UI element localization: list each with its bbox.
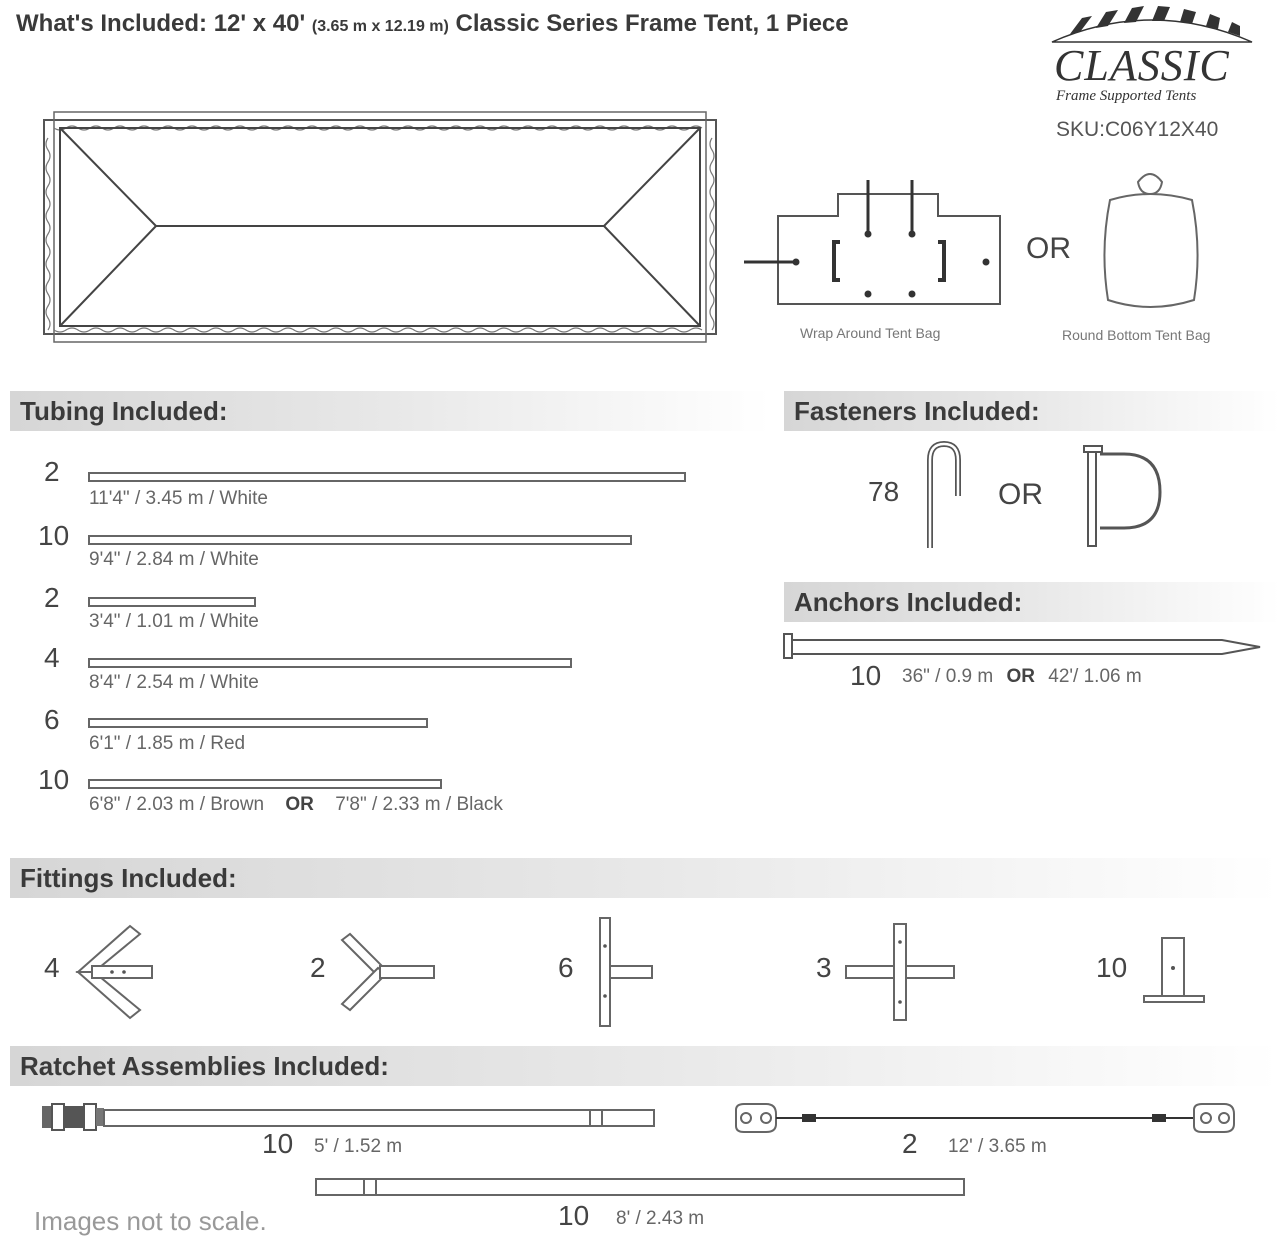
scale-disclaimer: Images not to scale.	[34, 1206, 267, 1236]
tube-qty-4: 4	[44, 642, 60, 673]
ratchet-pole-icon	[314, 1176, 968, 1200]
tube-label-6-or: OR	[285, 794, 314, 815]
cable-ratchet-icon	[732, 1100, 1242, 1136]
fitting-qty-4: 3	[816, 952, 832, 983]
anchor-stake-icon	[782, 632, 1264, 662]
tube-3	[88, 597, 256, 607]
tube-label-6b: 7'8" / 2.33 m / Black	[335, 794, 503, 815]
page-title	[16, 10, 849, 38]
anchor-label	[902, 666, 1142, 688]
cross-fitting-icon	[844, 922, 956, 1022]
tube-5	[88, 718, 428, 728]
fitting-qty-1: 4	[44, 952, 60, 983]
anchor-label-b: 42'/ 1.06 m	[1048, 666, 1142, 687]
wrap-around-tent-bag-icon	[742, 176, 1012, 316]
tube-qty-5: 6	[44, 704, 60, 735]
tubing-section-heading: Tubing Included:	[10, 391, 770, 431]
fitting-qty-5: 10	[1096, 952, 1128, 983]
cable-qty: 2	[902, 1128, 918, 1159]
strap-qty: 10	[262, 1128, 294, 1159]
tube-label-3: 3'4" / 1.01 m / White	[89, 611, 259, 632]
anchors-section-heading: Anchors Included:	[784, 582, 1280, 622]
sku-label: SKU:C06Y12X40	[1056, 118, 1219, 141]
tent-stripes-icon	[1052, 4, 1252, 44]
logo-wordmark: CLASSIC	[1054, 41, 1230, 90]
fittings-section-heading: Fittings Included:	[10, 858, 1280, 898]
three-way-corner-fitting-icon	[72, 920, 162, 1024]
tube-label-6	[89, 794, 503, 816]
tube-label-2: 9'4" / 2.84 m / White	[89, 549, 259, 570]
fastener-or-text: OR	[998, 478, 1043, 511]
tube-label-6a: 6'8" / 2.03 m / Brown	[89, 794, 265, 815]
round-bag-label: Round Bottom Tent Bag	[1062, 327, 1211, 343]
pole-label: 8' / 2.43 m	[616, 1208, 705, 1229]
base-plate-icon	[1140, 934, 1210, 1004]
title-rest: Classic Series Frame Tent, 1 Piece	[455, 10, 849, 37]
pole-qty: 10	[558, 1200, 590, 1231]
ratchets-section-heading: Ratchet Assemblies Included:	[10, 1046, 1280, 1086]
ratchet-strap-icon	[40, 1100, 660, 1134]
tube-2	[88, 535, 632, 545]
round-bottom-tent-bag-icon	[1096, 170, 1206, 315]
wrap-bag-label: Wrap Around Tent Bag	[800, 325, 941, 341]
cable-label: 12' / 3.65 m	[948, 1136, 1047, 1157]
tent-top-view-diagram	[40, 108, 720, 348]
tube-1	[88, 472, 686, 482]
anchor-or: OR	[1006, 666, 1036, 687]
tube-label-5: 6'1" / 1.85 m / Red	[89, 733, 246, 754]
tube-qty-6: 10	[38, 764, 70, 795]
tube-4	[88, 658, 572, 668]
fastener-qty: 78	[868, 476, 900, 507]
two-way-corner-fitting-icon	[338, 932, 438, 1012]
title-metric: (3.65 m x 12.19 m)	[311, 18, 449, 35]
brand-logo	[1052, 4, 1252, 114]
lynch-pin-fastener-icon	[1080, 440, 1170, 552]
j-hook-fastener-icon	[920, 440, 970, 552]
anchor-qty: 10	[850, 660, 882, 691]
tube-label-4: 8'4" / 2.54 m / White	[89, 672, 259, 693]
tube-qty-3: 2	[44, 582, 60, 613]
title-main: What's Included: 12' x 40'	[16, 10, 306, 37]
tee-fitting-icon	[596, 916, 656, 1028]
tube-6	[88, 779, 442, 789]
strap-label: 5' / 1.52 m	[314, 1136, 403, 1157]
fitting-qty-3: 6	[558, 952, 574, 983]
logo-subtitle: Frame Supported Tents	[1056, 88, 1197, 104]
tube-qty-2: 10	[38, 520, 70, 551]
anchor-label-a: 36" / 0.9 m	[902, 666, 994, 687]
tube-qty-1: 2	[44, 456, 60, 487]
fasteners-section-heading: Fasteners Included:	[784, 391, 1280, 431]
tube-label-1: 11'4" / 3.45 m / White	[89, 488, 268, 509]
bag-or-text: OR	[1026, 232, 1071, 265]
fitting-qty-2: 2	[310, 952, 326, 983]
